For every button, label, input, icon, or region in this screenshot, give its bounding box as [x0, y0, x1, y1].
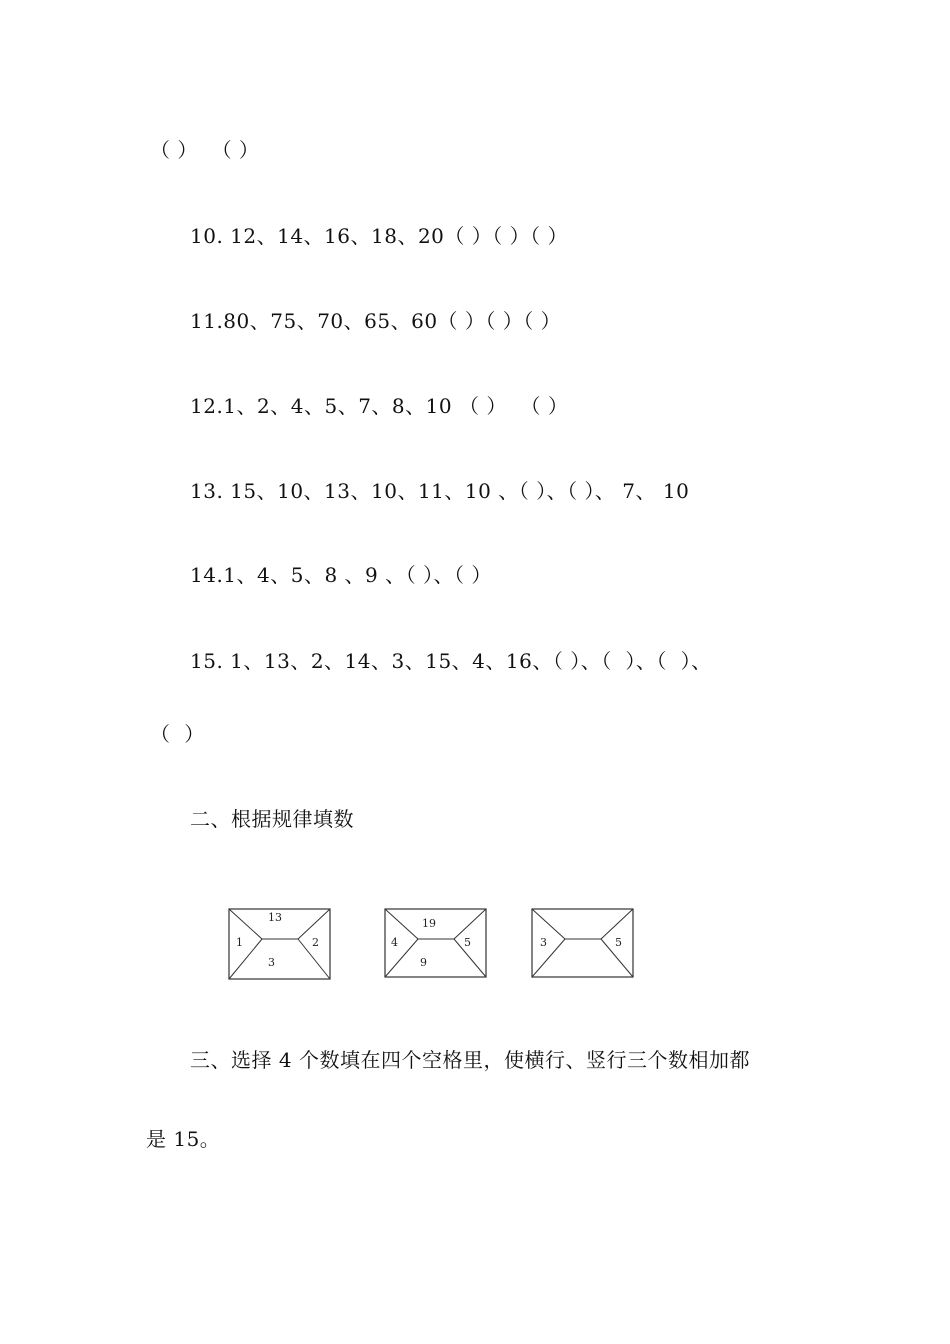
- question-11: 11.80、75、70、65、60（ ）（ ）（ ）: [190, 309, 562, 333]
- envelope-right-number: 5: [464, 936, 471, 949]
- section-3-title: 三、选择 4 个数填在四个空格里，使横行、竖行三个数相加都: [190, 1048, 750, 1072]
- envelope-puzzle-1: [228, 908, 332, 982]
- envelope-left-number: 1: [236, 936, 243, 949]
- envelope-puzzle-2: [384, 908, 488, 982]
- envelope-puzzle-3: [531, 908, 635, 982]
- envelope-left-number: 3: [540, 936, 547, 949]
- question-14: 14.1、4、5、8 、9 、（ ）、（ ）: [190, 563, 492, 587]
- question-15-continuation: （ ）: [150, 722, 205, 746]
- question-10: 10. 12、14、16、18、20（ ）（ ）（ ）: [190, 224, 568, 248]
- envelope-right-number: 5: [615, 936, 622, 949]
- envelope-left-number: 4: [391, 936, 398, 949]
- question-13: 13. 15、10、13、10、11、10 、（ ）、（ ）、 7、 10: [190, 479, 690, 503]
- envelope-right-number: 2: [312, 936, 319, 949]
- question-12: 12.1、2、4、5、7、8、10 （ ） （ ）: [190, 394, 569, 418]
- section-3-title-continuation: 是 15。: [146, 1127, 221, 1151]
- q9-blanks: （ ） （ ）: [150, 138, 260, 162]
- envelope-bottom-number: 9: [420, 956, 427, 969]
- section-2-title: 二、根据规律填数: [190, 807, 354, 831]
- envelope-top-number: 19: [422, 917, 436, 930]
- envelope-bottom-number: 3: [268, 956, 275, 969]
- question-15: 15. 1、13、2、14、3、15、4、16、（ ）、（ ）、（ ）、: [190, 649, 712, 673]
- envelope-top-number: 13: [268, 911, 282, 924]
